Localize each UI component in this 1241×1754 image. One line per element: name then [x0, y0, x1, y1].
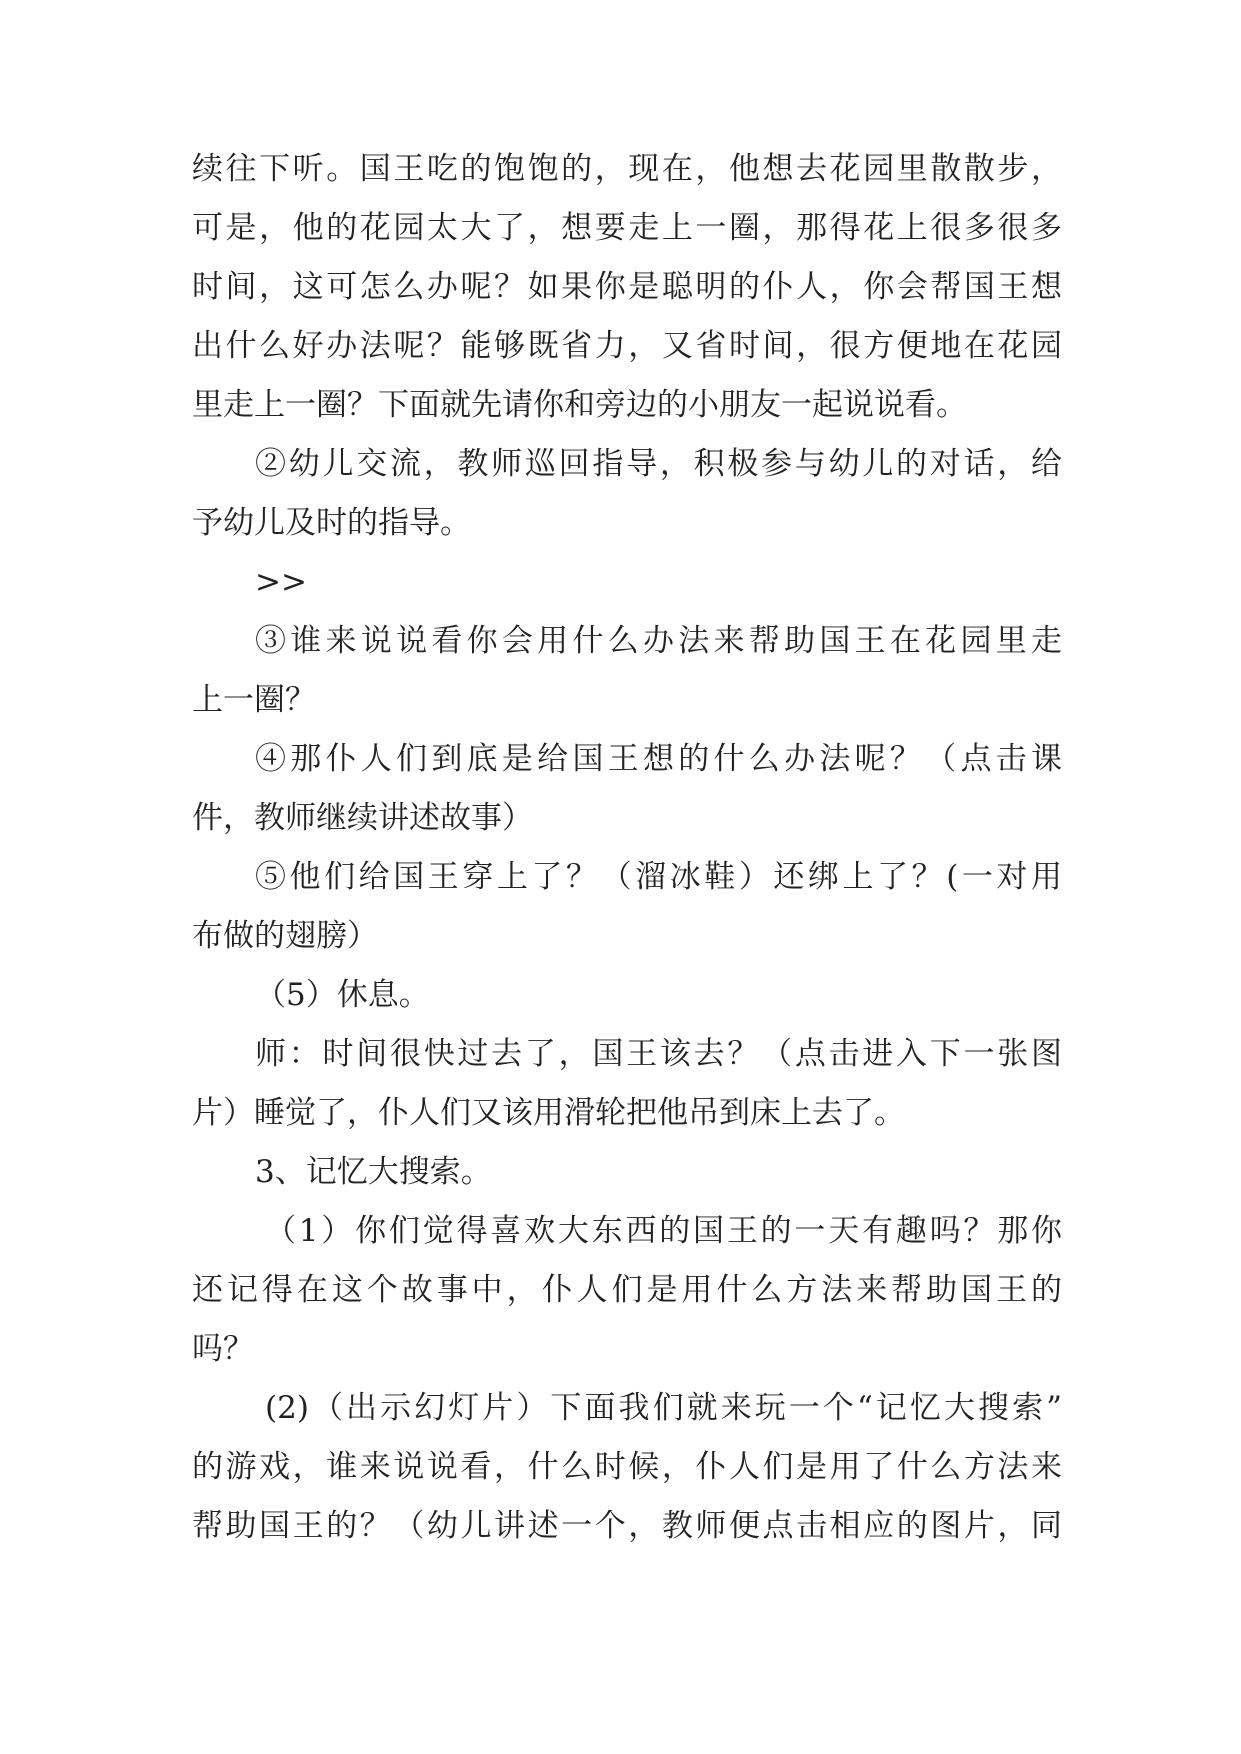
text-line: 3、记忆大搜索。 — [255, 1154, 492, 1190]
text-line: ③谁来说说看你会用什么办法来帮助国王在花园里走 — [255, 623, 1062, 659]
text-line: （5）休息。 — [255, 977, 430, 1013]
text-line: 可是，他的花园太大了，想要走上一圈，那得花上很多很多 — [192, 210, 1062, 246]
text-line: >> — [255, 564, 307, 600]
text-line: ⑤他们给国王穿上了？（溜冰鞋）还绑上了？(一对用 — [255, 859, 1062, 895]
text-line: ②幼儿交流，教师巡回指导，积极参与幼儿的对话，给 — [255, 446, 1062, 482]
text-line: 吗？ — [192, 1331, 254, 1367]
text-line: 时间，这可怎么办呢？如果你是聪明的仆人，你会帮国王想 — [192, 269, 1062, 305]
text-line: 里走上一圈？下面就先请你和旁边的小朋友一起说说看。 — [192, 387, 967, 423]
text-line: 布做的翅膀） — [192, 918, 378, 954]
text-line: 还记得在这个故事中，仆人们是用什么方法来帮助国王的 — [192, 1272, 1062, 1308]
text-line: 件，教师继续讲述故事） — [192, 800, 533, 836]
text-line: 上一圈？ — [192, 682, 316, 718]
text-line: （1）你们觉得喜欢大东西的国王的一天有趣吗？那你 — [265, 1213, 1062, 1249]
text-line: 予幼儿及时的指导。 — [192, 505, 471, 541]
text-line: 师：时间很快过去了，国王该去？（点击进入下一张图 — [255, 1036, 1062, 1072]
text-line: ④那仆人们到底是给国王想的什么办法呢？（点击课 — [255, 741, 1062, 777]
text-line: (2)（出示幻灯片）下面我们就来玩一个“记忆大搜索” — [265, 1390, 1062, 1426]
text-line: 续往下听。国王吃的饱饱的，现在，他想去花园里散散步， — [192, 151, 1062, 187]
text-line: 的游戏，谁来说说看，什么时候，仆人们是用了什么方法来 — [192, 1449, 1062, 1485]
text-line: 片）睡觉了，仆人们又该用滑轮把他吊到床上去了。 — [192, 1095, 905, 1131]
text-line: 出什么好办法呢？能够既省力，又省时间，很方便地在花园 — [192, 328, 1062, 364]
text-line: 帮助国王的？（幼儿讲述一个，教师便点击相应的图片，同 — [192, 1508, 1062, 1544]
